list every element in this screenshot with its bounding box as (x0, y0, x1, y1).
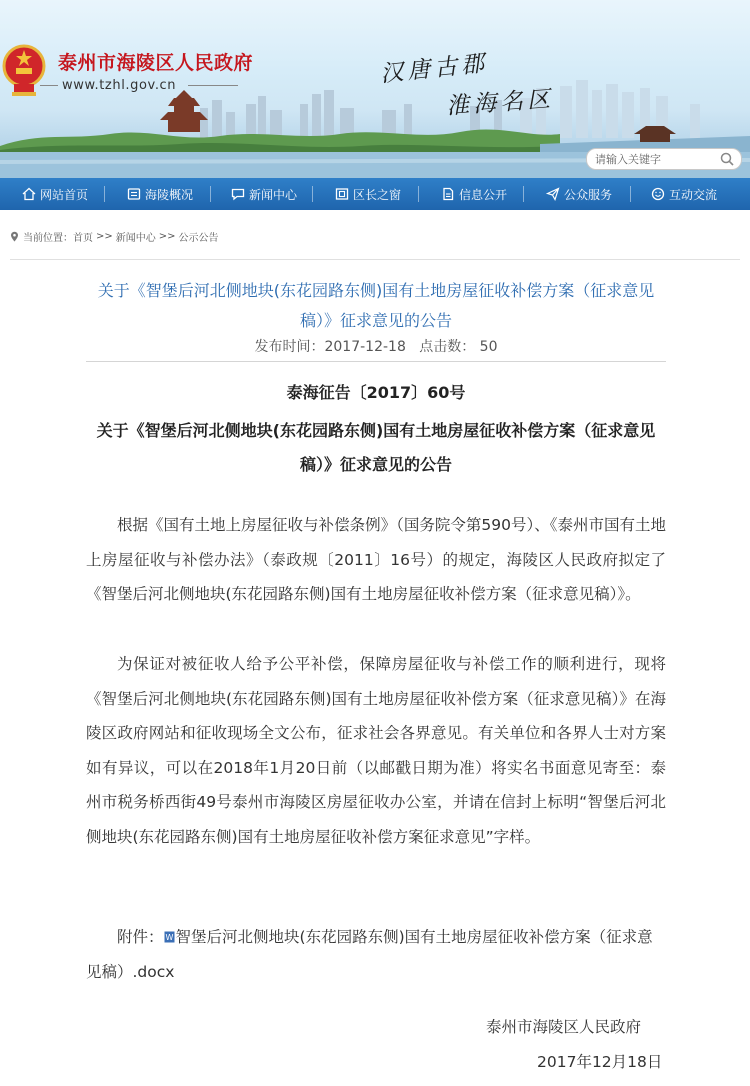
body-paragraph-2: 为保证对被征收人给予公平补偿，保障房屋征收与补偿工作的顺利进行，现将《智堡后河北侧地块(东花园路东侧)国有土地房屋征收补偿方案（征求意见稿）》在海陵区政府网站和征收现场全文公布，征求社会各界意见。有关单位和各界人士对方案如有异议，可以在2018年1月20日前（以邮戳日期为准）将实名书面意见寄至：泰州市税务桥西街49号泰州市海陵区房屋征收办公室，并请在信封上标明“智堡后河北侧地块(东花园路东侧)国有土地房屋征收补偿方案征求意见”字样。 (86, 655, 666, 846)
nav-label: 互动交流 (669, 187, 718, 202)
breadcrumb-notices[interactable]: 公示公告 (178, 233, 219, 244)
signature-organization: 泰州市海陵区人民政府 (486, 1018, 642, 1036)
nav-label: 公众服务 (564, 187, 613, 202)
search-input[interactable] (595, 151, 713, 167)
nav-separator (630, 186, 631, 202)
nav-separator (523, 186, 524, 202)
document-number: 泰海征告〔2017〕60号 (286, 383, 466, 402)
breadcrumb-separator: >> (96, 231, 113, 242)
smile-icon (651, 187, 665, 201)
meta-divider (86, 361, 666, 362)
national-emblem-icon (2, 40, 46, 102)
chat-icon (231, 187, 245, 201)
slogan-line-1: 汉唐古郡 (379, 50, 490, 88)
breadcrumb-home[interactable]: 首页 (73, 233, 93, 244)
nav-item-mayor[interactable] (335, 178, 401, 210)
site-url: www.tzhl.gov.cn (62, 78, 177, 93)
site-banner (0, 0, 750, 178)
publish-label: 发布时间： (254, 339, 325, 355)
content-divider (10, 259, 740, 260)
nav-label: 新闻中心 (249, 187, 298, 202)
book-icon (127, 187, 141, 201)
location-pin-icon (10, 231, 19, 242)
svg-text:W: W (165, 933, 173, 942)
nav-label: 海陵概况 (145, 187, 194, 202)
nav-item-news[interactable] (231, 178, 297, 210)
url-divider-left (40, 85, 58, 86)
article-meta (86, 336, 666, 356)
nav-separator (312, 186, 313, 202)
attachment-label: 附件： (117, 928, 164, 946)
word-file-icon (164, 931, 175, 943)
body-paragraph-1: 根据《国有土地上房屋征收与补偿条例》（国务院令第590号）、《泰州市国有土地上房屋征收与补偿办法》（泰政规〔2011〕16号）的规定，海陵区人民政府拟定了《智堡后河北侧地块(东花园路东侧)国有土地房屋征收补偿方案（征求意见稿）》。 (86, 516, 666, 604)
home-icon (22, 187, 36, 201)
nav-item-interaction[interactable] (651, 178, 717, 210)
document-icon (441, 187, 455, 201)
signature-date: 2017年12月18日 (537, 1053, 663, 1071)
nav-item-service[interactable] (546, 178, 612, 210)
nav-item-info[interactable] (441, 178, 507, 210)
nav-separator (104, 186, 105, 202)
nav-label: 区长之窗 (353, 187, 402, 202)
breadcrumb-separator: >> (158, 231, 176, 242)
publish-date: 2017-12-18 (324, 339, 406, 355)
site-name: 泰州市海陵区人民政府 (58, 52, 254, 74)
breadcrumb-prefix: 当前位置： (23, 233, 73, 244)
nav-item-home[interactable] (22, 178, 88, 210)
search-box (586, 148, 742, 170)
breadcrumb (10, 229, 219, 244)
article-title: 关于《智堡后河北侧地块(东花园路东侧)国有土地房屋征收补偿方案（征求意见稿）》征求意见的公告 (97, 281, 655, 330)
clicks-count: 50 (479, 339, 498, 355)
clicks-label: 点击数： (419, 339, 476, 355)
nav-label: 信息公开 (459, 187, 508, 202)
nav-separator (418, 186, 419, 202)
url-divider-right (188, 85, 238, 86)
slogan-line-2: 淮海名区 (445, 86, 555, 120)
nav-separator (210, 186, 211, 202)
nav-item-overview[interactable] (127, 178, 193, 210)
search-icon[interactable] (719, 151, 735, 167)
attachment-line (86, 920, 666, 989)
send-icon (546, 187, 560, 201)
attachment-link[interactable]: 智堡后河北侧地块(东花园路东侧)国有土地房屋征收补偿方案（征求意见稿）.docx (86, 928, 653, 981)
main-nav (0, 178, 750, 210)
nav-label: 网站首页 (40, 187, 89, 202)
breadcrumb-news[interactable]: 新闻中心 (115, 233, 156, 244)
document-title: 关于《智堡后河北侧地块(东花园路东侧)国有土地房屋征收补偿方案（征求意见稿）》征求意见的公告 (96, 421, 656, 474)
window-icon (335, 187, 349, 201)
